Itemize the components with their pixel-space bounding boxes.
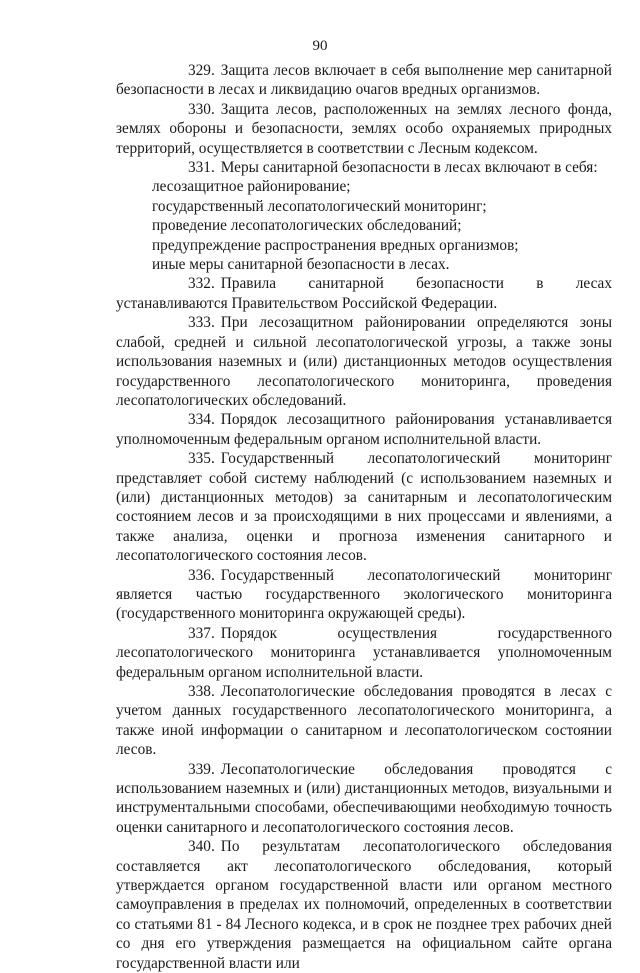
paragraph-text: Порядок лесозащитного районирования устанавливается уполномоченным федеральным органом исполнительной власти. <box>116 411 612 448</box>
paragraph-339 <box>116 760 612 838</box>
page-number: 90 <box>312 38 328 54</box>
paragraph-number: 329. <box>188 62 215 79</box>
paragraph-330 <box>116 100 612 158</box>
paragraph-text: Государственный лесопатологический мониторинг представляет собой систему наблюдений (с использованием наземных и (или) дистанционных методов) за санитарным и лесопатологическим состоянием лесов и за происходящими в них процессами и явлениями, а также анализа, оценки и прогноза изменения санитарного и лесопатологического состояния лесов. <box>116 450 612 565</box>
paragraph-331 <box>116 158 612 177</box>
paragraph-number: 333. <box>188 314 215 332</box>
document-body <box>116 61 612 973</box>
paragraph-number: 340. <box>188 838 215 856</box>
paragraph-text: Государственный лесопатологический мониторинг является частью государственного экологического мониторинга (государственного мониторинга окружающей среды). <box>116 566 612 623</box>
paragraph-340 <box>116 837 612 973</box>
paragraph-text: Защита лесов включает в себя выполнение мер санитарной безопасности в лесах и ликвидацию очагов вредных организмов. <box>116 62 612 99</box>
paragraph-number: 336. <box>188 566 215 584</box>
list-item: лесозащитное районирование; <box>152 178 351 196</box>
paragraph-text: По результатам лесопатологического обследования составляется акт лесопатологического обследования, который утверждается органом государственной власти или органом местного самоуправления в пределах их полномочий, определенных в соответствии со статьями 81 - 84 Лесного кодекса, и в срок не позднее трех рабочих дней со дня его утверждения размещается на официальном сайте органа государственной власти или <box>116 838 612 972</box>
paragraph-335 <box>116 449 612 565</box>
paragraph-text: Правила санитарной безопасности в лесах устанавливаются Правительством Российской Федерации. <box>116 275 612 312</box>
paragraph-number: 331. <box>188 159 215 177</box>
paragraph-number: 330. <box>188 100 215 118</box>
paragraph-text: Лесопатологические обследования проводятся в лесах с учетом данных государственного лесопатологического мониторинга, а также иной информации о санитарном и лесопатологическом состоянии лесов. <box>116 683 612 759</box>
paragraph-333 <box>116 313 612 410</box>
paragraph-text: Порядок осуществления государственного лесопатологического мониторинга устанавливается уполномоченным федеральным органом исполнительной власти. <box>116 624 612 681</box>
paragraph-number: 335. <box>188 450 215 468</box>
paragraph-number: 337. <box>188 624 215 642</box>
paragraph-number: 332. <box>188 275 215 293</box>
list-item: предупреждение распространения вредных организмов; <box>152 236 519 254</box>
list-item: иные меры санитарной безопасности в лесах. <box>152 256 450 274</box>
paragraph-number: 339. <box>188 760 215 778</box>
list-item: государственный лесопатологический мониторинг; <box>152 197 487 215</box>
paragraph-334 <box>116 410 612 449</box>
paragraph-text: При лесозащитном районировании определяются зоны слабой, средней и сильной лесопатологической угрозы, а также зоны использования наземных и (или) дистанционных методов осуществления государственного лесопатологического мониторинга, проведения лесопатологических обследований. <box>116 314 612 409</box>
paragraph-338 <box>116 682 612 760</box>
paragraph-number: 334. <box>188 411 215 429</box>
paragraph-number: 338. <box>188 683 215 700</box>
paragraph-336 <box>116 566 612 624</box>
paragraph-text: Меры санитарной безопасности в лесах включают в себя: <box>220 159 598 177</box>
list-item: проведение лесопатологических обследований; <box>152 217 462 235</box>
paragraph-337 <box>116 624 612 682</box>
paragraph-332 <box>116 274 612 313</box>
paragraph-text: Лесопатологические обследования проводятся с использованием наземных и (или) дистанционных методов, визуальными и инструментальными способами, обеспечивающими необходимую точность оценки санитарного и лесопатологического состояния лесов. <box>116 760 612 836</box>
paragraph-text: Защита лесов, расположенных на землях лесного фонда, землях обороны и безопасности, землях особо охраняемых природных территорий, осуществляется в соответствии с Лесным кодексом. <box>116 100 612 157</box>
paragraph-329 <box>116 61 612 100</box>
